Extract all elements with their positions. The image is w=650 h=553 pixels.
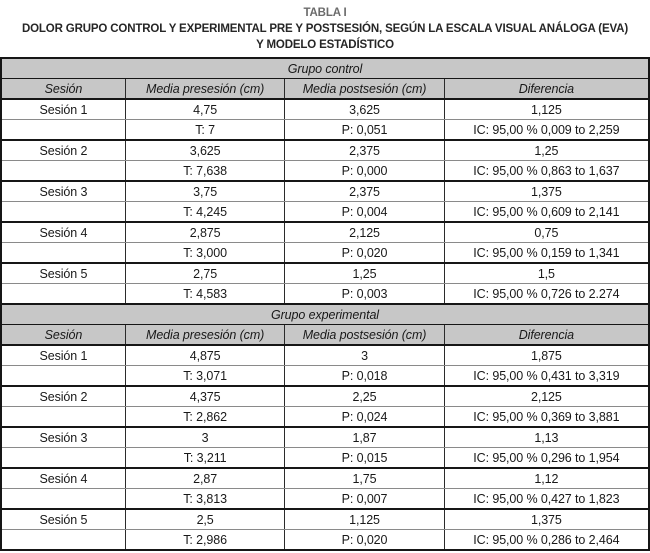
table-cell: IC: 95,00 % 0,427 to 1,823 bbox=[444, 489, 649, 510]
table-cell bbox=[1, 448, 125, 469]
table-cell: 4,75 bbox=[125, 99, 284, 120]
column-header: Sesión bbox=[1, 79, 125, 100]
table-cell: Sesión 1 bbox=[1, 99, 125, 120]
group-title: Grupo control bbox=[1, 58, 649, 79]
column-header: Diferencia bbox=[444, 79, 649, 100]
table-cell: Sesión 4 bbox=[1, 468, 125, 489]
table-cell: 3,625 bbox=[285, 99, 444, 120]
table-cell: IC: 95,00 % 0,863 to 1,637 bbox=[444, 161, 649, 182]
table-cell: IC: 95,00 % 0,009 to 2,259 bbox=[444, 120, 649, 141]
table-row bbox=[1, 407, 649, 428]
table-cell: 1,375 bbox=[444, 509, 649, 530]
table-cell: T: 3,071 bbox=[125, 366, 284, 387]
table-row bbox=[1, 509, 649, 530]
table-row bbox=[1, 427, 649, 448]
table-cell: T: 3,000 bbox=[125, 243, 284, 264]
table-row bbox=[1, 284, 649, 305]
column-header: Media presesión (cm) bbox=[125, 325, 284, 346]
table-row bbox=[1, 181, 649, 202]
table-cell: 2,75 bbox=[125, 263, 284, 284]
table-cell: P: 0,007 bbox=[285, 489, 444, 510]
table-cell: 4,375 bbox=[125, 386, 284, 407]
table-cell: P: 0,015 bbox=[285, 448, 444, 469]
table-title-block bbox=[0, 0, 650, 53]
table-caption-line-2: Y MODELO ESTADÍSTICO bbox=[256, 39, 394, 51]
table-cell: Sesión 4 bbox=[1, 222, 125, 243]
table-cell bbox=[1, 530, 125, 551]
table-cell: P: 0,018 bbox=[285, 366, 444, 387]
table-cell: Sesión 2 bbox=[1, 386, 125, 407]
table-cell: 0,75 bbox=[444, 222, 649, 243]
column-header: Sesión bbox=[1, 325, 125, 346]
table-row bbox=[1, 345, 649, 366]
table-cell: 1,25 bbox=[285, 263, 444, 284]
table-cell: T: 7,638 bbox=[125, 161, 284, 182]
table-cell: Sesión 2 bbox=[1, 140, 125, 161]
table-row bbox=[1, 120, 649, 141]
table-row bbox=[1, 222, 649, 243]
table-cell: IC: 95,00 % 0,726 to 2.274 bbox=[444, 284, 649, 305]
table-cell: T: 7 bbox=[125, 120, 284, 141]
table-cell: P: 0,020 bbox=[285, 530, 444, 551]
table-row bbox=[1, 468, 649, 489]
table-cell bbox=[1, 366, 125, 387]
table-cell: Sesión 1 bbox=[1, 345, 125, 366]
table-cell: IC: 95,00 % 0,286 to 2,464 bbox=[444, 530, 649, 551]
table-cell bbox=[1, 202, 125, 223]
table-cell: 3,75 bbox=[125, 181, 284, 202]
column-header: Media postsesión (cm) bbox=[285, 79, 444, 100]
table-cell: 1,875 bbox=[444, 345, 649, 366]
table-row bbox=[1, 99, 649, 120]
table-row bbox=[1, 202, 649, 223]
table-cell: 2,25 bbox=[285, 386, 444, 407]
table-cell: 1,5 bbox=[444, 263, 649, 284]
group-header-row bbox=[1, 58, 649, 79]
table-cell bbox=[1, 284, 125, 305]
table-cell: Sesión 3 bbox=[1, 427, 125, 448]
group-title: Grupo experimental bbox=[1, 304, 649, 325]
table-cell bbox=[1, 489, 125, 510]
table-cell: 1,125 bbox=[444, 99, 649, 120]
table-cell: T: 2,862 bbox=[125, 407, 284, 428]
column-header: Diferencia bbox=[444, 325, 649, 346]
table-cell: Sesión 3 bbox=[1, 181, 125, 202]
table-cell: P: 0,051 bbox=[285, 120, 444, 141]
table-cell: IC: 95,00 % 0,609 to 2,141 bbox=[444, 202, 649, 223]
table-cell: T: 2,986 bbox=[125, 530, 284, 551]
table-row bbox=[1, 489, 649, 510]
table-cell: IC: 95,00 % 0,296 to 1,954 bbox=[444, 448, 649, 469]
table-cell: IC: 95,00 % 0,369 to 3,881 bbox=[444, 407, 649, 428]
table-row bbox=[1, 161, 649, 182]
table-cell: Sesión 5 bbox=[1, 509, 125, 530]
table-cell: P: 0,004 bbox=[285, 202, 444, 223]
table-cell: 1,125 bbox=[285, 509, 444, 530]
table-cell: 2,375 bbox=[285, 140, 444, 161]
table-cell: 1,87 bbox=[285, 427, 444, 448]
table-cell: P: 0,003 bbox=[285, 284, 444, 305]
table-cell: P: 0,000 bbox=[285, 161, 444, 182]
table-cell: 2,5 bbox=[125, 509, 284, 530]
column-header-row bbox=[1, 79, 649, 100]
table-cell: P: 0,020 bbox=[285, 243, 444, 264]
table-cell bbox=[1, 243, 125, 264]
table-cell: T: 3,211 bbox=[125, 448, 284, 469]
table-caption-line-1: DOLOR GRUPO CONTROL Y EXPERIMENTAL PRE Y POSTSESIÓN, SEGÚN LA ESCALA VISUAL ANÁLOGA (EVA) bbox=[21, 23, 629, 35]
group-header-row bbox=[1, 304, 649, 325]
table-cell: 3 bbox=[285, 345, 444, 366]
table-cell: IC: 95,00 % 0,431 to 3,319 bbox=[444, 366, 649, 387]
table-cell: 1,375 bbox=[444, 181, 649, 202]
table-cell: T: 4,583 bbox=[125, 284, 284, 305]
table-cell: 4,875 bbox=[125, 345, 284, 366]
column-header-row bbox=[1, 325, 649, 346]
table-cell: 2,875 bbox=[125, 222, 284, 243]
table-row bbox=[1, 530, 649, 551]
table-cell: 1,75 bbox=[285, 468, 444, 489]
table-cell: T: 4,245 bbox=[125, 202, 284, 223]
table-cell: 1,12 bbox=[444, 468, 649, 489]
table-cell: 3 bbox=[125, 427, 284, 448]
table-cell: 2,125 bbox=[285, 222, 444, 243]
table-cell bbox=[1, 407, 125, 428]
table-cell: 2,125 bbox=[444, 386, 649, 407]
table-number-title: TABLA I bbox=[303, 7, 347, 19]
table-cell bbox=[1, 161, 125, 182]
table-row bbox=[1, 243, 649, 264]
table-cell bbox=[1, 120, 125, 141]
table-cell: T: 3,813 bbox=[125, 489, 284, 510]
table-cell: 2,87 bbox=[125, 468, 284, 489]
table-cell: 1,25 bbox=[444, 140, 649, 161]
table-row bbox=[1, 140, 649, 161]
table-cell: P: 0,024 bbox=[285, 407, 444, 428]
table-cell: 1,13 bbox=[444, 427, 649, 448]
table-row bbox=[1, 386, 649, 407]
column-header: Media presesión (cm) bbox=[125, 79, 284, 100]
table-cell: 3,625 bbox=[125, 140, 284, 161]
table-row bbox=[1, 448, 649, 469]
table-row bbox=[1, 366, 649, 387]
data-table bbox=[0, 57, 650, 551]
table-cell: 2,375 bbox=[285, 181, 444, 202]
table-cell: IC: 95,00 % 0,159 to 1,341 bbox=[444, 243, 649, 264]
column-header: Media postsesión (cm) bbox=[285, 325, 444, 346]
table-row bbox=[1, 263, 649, 284]
table-cell: Sesión 5 bbox=[1, 263, 125, 284]
